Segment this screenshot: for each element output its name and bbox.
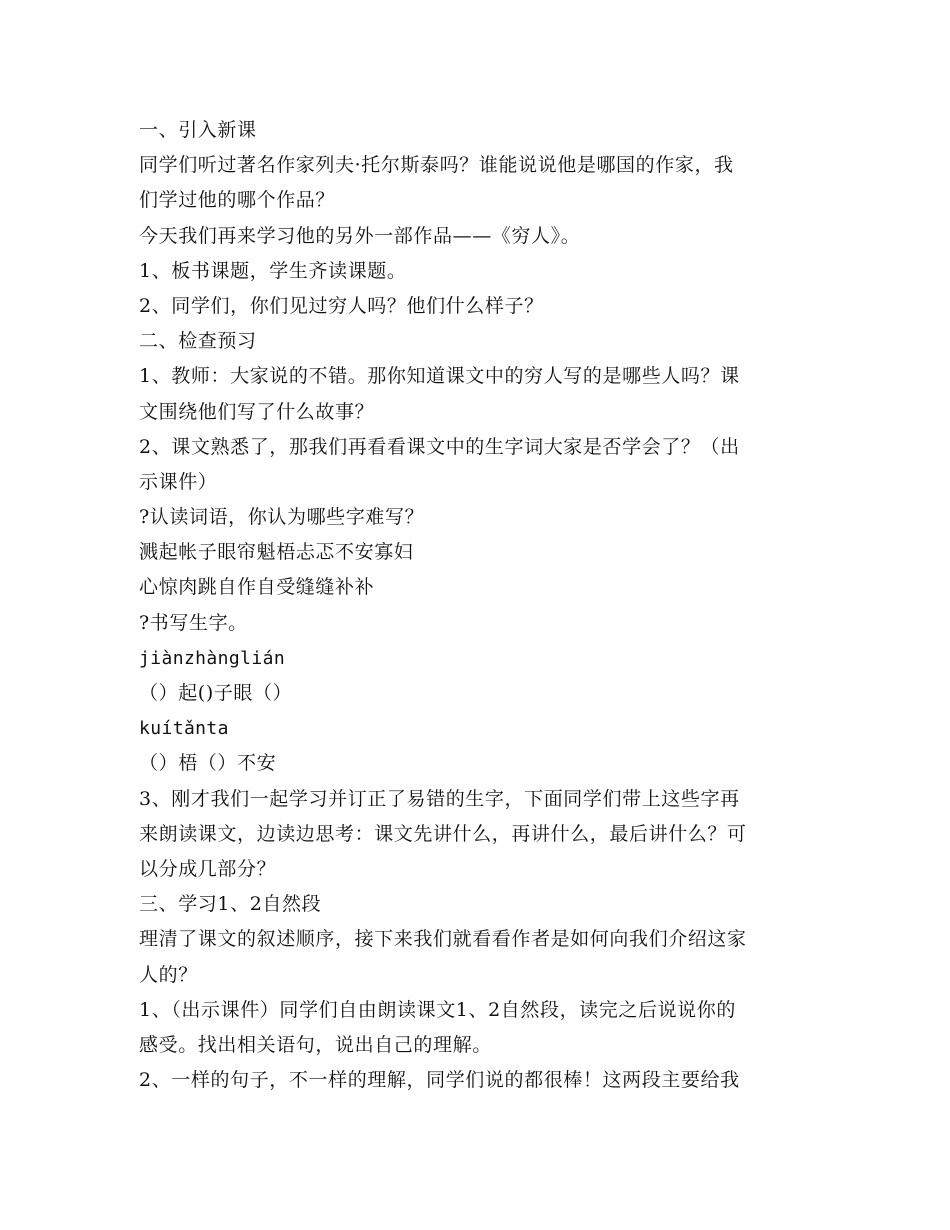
- paragraph-line: 来朗读课文，边读边思考：课文先讲什么，再讲什么，最后讲什么？可: [139, 822, 747, 845]
- paragraph-line: 文围绕他们写了什么故事？: [139, 400, 375, 423]
- pinyin-line: jiànzhànglián: [139, 647, 286, 669]
- paragraph-line: 人的？: [139, 963, 198, 986]
- paragraph-line: ?书写生字。: [139, 611, 248, 634]
- paragraph-line: 1、（出示课件）同学们自由朗读课文1、2自然段，读完之后说说你的: [139, 998, 736, 1021]
- paragraph-line: 同学们听过著名作家列夫·托尔斯泰吗？谁能说说他是哪国的作家，我: [139, 154, 734, 177]
- paragraph-line: 2、同学们，你们见过穷人吗？他们什么样子？: [139, 294, 544, 317]
- paragraph-line: 感受。找出相关语句，说出自己的理解。: [139, 1033, 492, 1056]
- paragraph-line: 今天我们再来学习他的另外一部作品——《穷人》。: [139, 224, 581, 247]
- paragraph-line: 1、板书课题，学生齐读课题。: [139, 259, 407, 282]
- section-heading: 三、学习1、2自然段: [139, 893, 322, 916]
- vocabulary-line: 心惊肉跳自作自受缝缝补补: [139, 576, 375, 599]
- document-body: [139, 113, 815, 1098]
- paragraph-line: ?认读词语，你认为哪些字难写？: [139, 506, 425, 529]
- fill-in-line: （）起()子眼（）: [139, 682, 293, 704]
- paragraph-line: 1、教师：大家说的不错。那你知道课文中的穷人写的是哪些人吗？课: [139, 365, 740, 388]
- vocabulary-line: 溅起帐子眼帘魁梧忐忑不安寡妇: [139, 541, 414, 564]
- pinyin-line: kuítǎnta: [139, 718, 229, 740]
- paragraph-line: 们学过他的哪个作品？: [139, 189, 336, 212]
- section-heading: 二、检查预习: [139, 330, 257, 353]
- paragraph-line: 理清了课文的叙述顺序，接下来我们就看看作者是如何向我们介绍这家: [139, 928, 747, 951]
- paragraph-line: 2、课文熟悉了，那我们再看看课文中的生字词大家是否学会了？（出: [139, 435, 740, 458]
- fill-in-line: （）梧（）不安: [139, 752, 277, 775]
- paragraph-line: 以分成几部分？: [139, 857, 277, 880]
- section-heading: 一、引入新课: [139, 119, 257, 141]
- paragraph-line: 2、一样的句子，不一样的理解，同学们说的都很棒！这两段主要给我: [139, 1069, 740, 1092]
- paragraph-line: 示课件）: [139, 470, 218, 493]
- paragraph-line: 3、刚才我们一起学习并订正了易错的生字，下面同学们带上这些字再: [139, 787, 740, 810]
